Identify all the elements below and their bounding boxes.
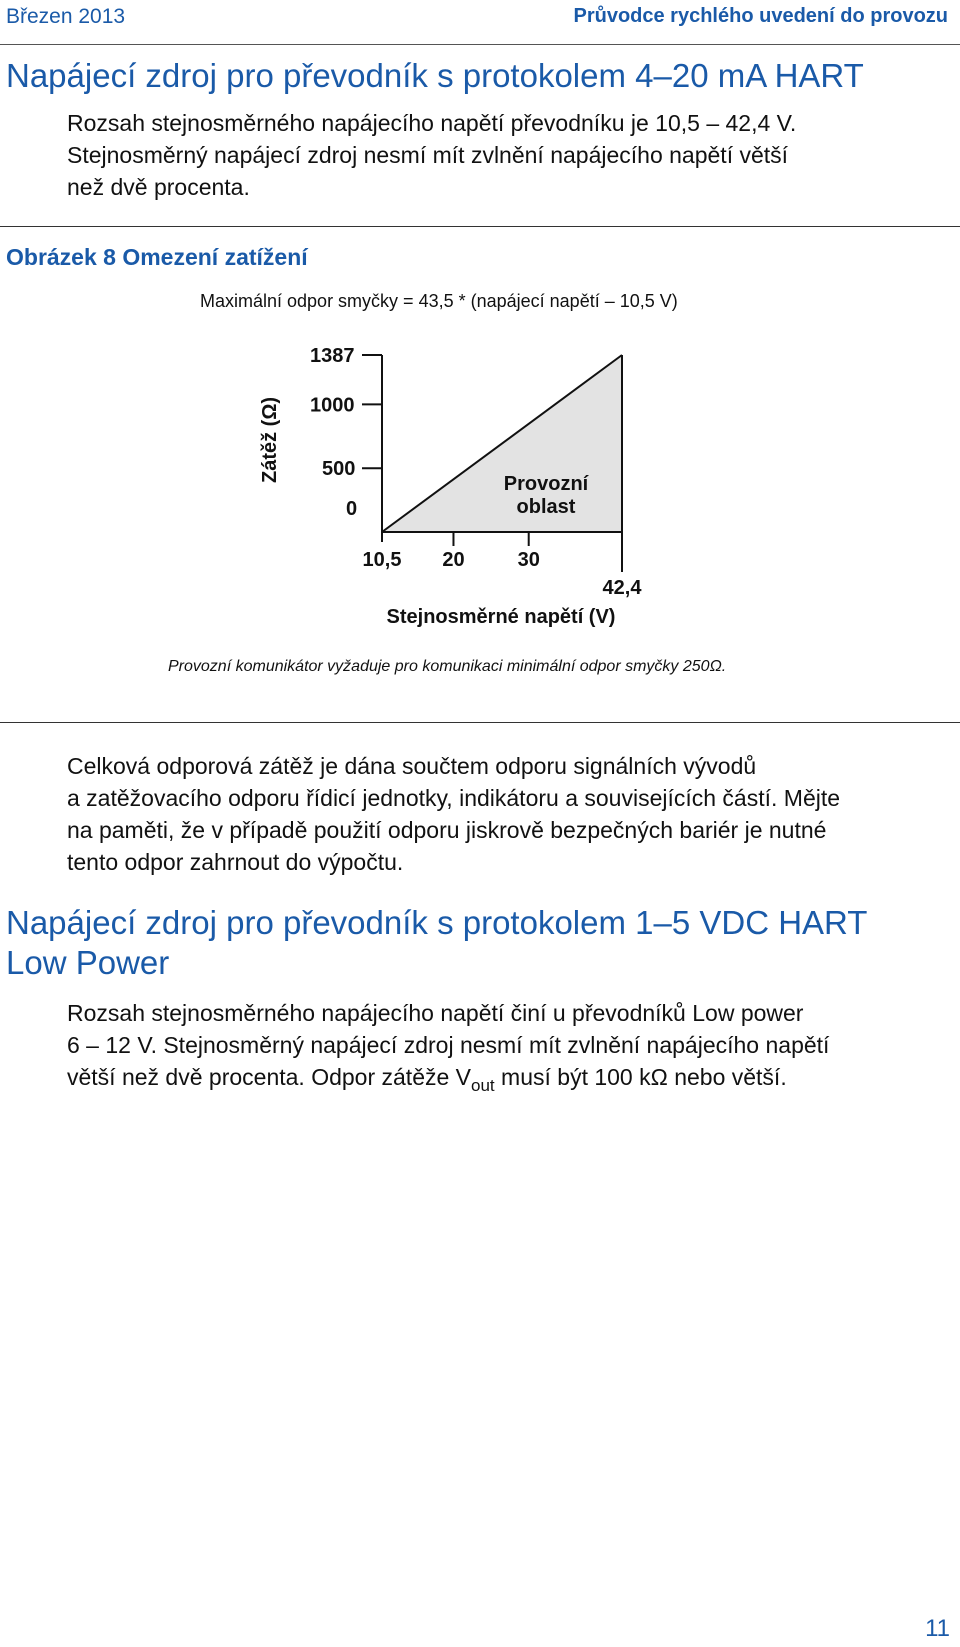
region-label: oblast (516, 496, 576, 518)
x-tick-label: 20 (442, 549, 465, 571)
section1-heading: Napájecí zdroj pro převodník s protokolem 4–20 mA HART (6, 57, 864, 94)
x-tick-label: 10,5 (362, 549, 402, 571)
section1-line: než dvě procenta. (67, 174, 250, 200)
section2-line: na paměti, že v případě použití odporu jiskrově bezpečných bariér je nutné (67, 817, 827, 843)
section3-line: Rozsah stejnosměrného napájecího napětí činí u převodníků Low power (67, 1000, 804, 1026)
region-label: Provozní (503, 473, 589, 495)
header-date: Březen 2013 (6, 5, 126, 28)
y-tick-label: 1387 (310, 345, 355, 367)
x-tick-label: 42,4 (602, 577, 642, 599)
section3-line3-start: větší než dvě procenta. Odpor zátěže V (67, 1064, 472, 1090)
figure-note: Provozní komunikátor vyžaduje pro komunikaci minimální odpor smyčky 250Ω. (168, 658, 727, 675)
section2-line: tento odpor zahrnout do výpočtu. (67, 849, 404, 875)
section1-line: Stejnosměrný napájecí zdroj nesmí mít zvlnění napájecího napětí větší (67, 142, 789, 168)
section3-line (67, 1061, 937, 1102)
vout-subscript: out (471, 1076, 495, 1095)
y-axis-label: Zátěž (Ω) (259, 396, 281, 484)
section3-heading-line: Low Power (6, 944, 170, 981)
figure-title: Obrázek 8 Omezení zatížení (6, 244, 308, 270)
section1-line: Rozsah stejnosměrného napájecího napětí převodníku je 10,5 – 42,4 V. (67, 110, 797, 136)
y-tick-label: 0 (346, 498, 358, 520)
section3-line: 6 – 12 V. Stejnosměrný napájecí zdroj nesmí mít zvlnění napájecího napětí (67, 1032, 830, 1058)
section2-line: Celková odporová zátěž je dána součtem odporu signálních vývodů (67, 753, 757, 779)
section3-heading (6, 903, 867, 983)
y-tick-label: 500 (322, 458, 356, 481)
figure-caption: Maximální odpor smyčky = 43,5 * (napájecí napětí – 10,5 V) (200, 291, 678, 311)
section2-line: a zatěžovacího odporu řídicí jednotky, indikátoru a souvisejících částí. Mějte (67, 785, 841, 811)
load-limit-chart (0, 0, 960, 660)
y-tick-label: 1000 (310, 394, 355, 417)
section3-paragraph (67, 997, 937, 1102)
section2-paragraph (67, 750, 937, 878)
figure-bottom-divider (0, 722, 960, 723)
page-number: 11 (925, 1615, 950, 1642)
header-guide-title: Průvodce rychlého uvedení do provozu (573, 5, 948, 27)
x-tick-label: 30 (517, 549, 540, 571)
section3-heading-line: Napájecí zdroj pro převodník s protokolem 1–5 VDC HART (6, 904, 868, 941)
x-axis-label: Stejnosměrné napětí (V) (386, 606, 616, 628)
section3-line3-end: musí být 100 kΩ nebo větší. (494, 1064, 787, 1090)
